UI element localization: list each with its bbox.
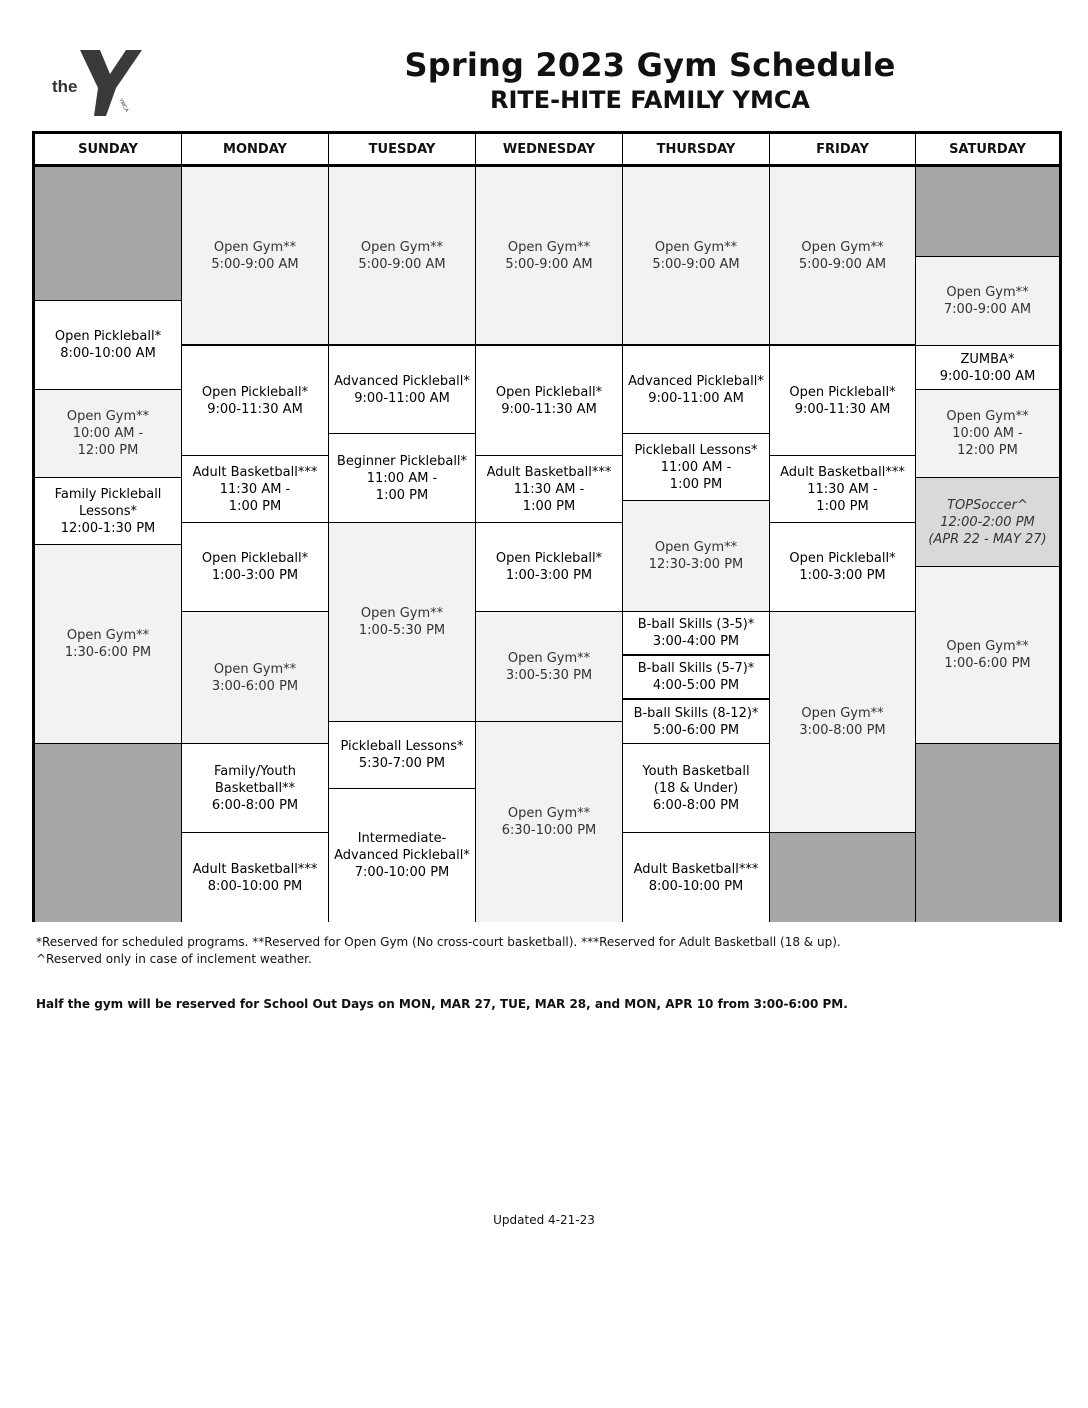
schedule-block: Advanced Pickleball* 9:00-11:00 AM — [329, 346, 475, 434]
footnotes — [36, 934, 841, 968]
schedule-block: Open Gym** 5:00-9:00 AM — [476, 167, 622, 346]
day-header-friday: FRIDAY — [770, 134, 916, 167]
schedule-block: Advanced Pickleball* 9:00-11:00 AM — [623, 346, 769, 434]
schedule-block: Open Gym** 1:00-5:30 PM — [329, 523, 475, 722]
column-wednesday — [476, 167, 623, 919]
schedule-block: ZUMBA* 9:00-10:00 AM — [916, 346, 1059, 390]
column-monday — [182, 167, 329, 919]
schedule-block: Open Pickleball* 1:00-3:00 PM — [476, 523, 622, 612]
schedule-block: Open Pickleball* 9:00-11:30 AM — [476, 346, 622, 456]
ymca-logo — [50, 48, 150, 118]
day-header-wednesday: WEDNESDAY — [476, 134, 623, 167]
schedule-block: B-ball Skills (8-12)* 5:00-6:00 PM — [623, 700, 769, 744]
schedule-block: Open Gym** 10:00 AM - 12:00 PM — [35, 390, 181, 478]
schedule-block: Pickleball Lessons* 11:00 AM - 1:00 PM — [623, 434, 769, 501]
schedule-block: Adult Basketball*** 8:00-10:00 PM — [623, 833, 769, 922]
day-header-saturday: SATURDAY — [916, 134, 1059, 167]
updated-date: Updated 4-21-23 — [493, 1213, 595, 1227]
schedule-block — [770, 833, 915, 922]
schedule-block: Open Gym** 1:00-6:00 PM — [916, 567, 1059, 744]
schedule-block: Open Gym** 6:30-10:00 PM — [476, 722, 622, 922]
schedule-block — [916, 744, 1059, 922]
ymca-y-icon — [50, 48, 150, 118]
schedule-block: B-ball Skills (3-5)* 3:00-4:00 PM — [623, 612, 769, 656]
schedule-block: Open Pickleball* 1:00-3:00 PM — [770, 523, 915, 612]
schedule-block: Open Gym** 7:00-9:00 AM — [916, 257, 1059, 346]
day-header-tuesday: TUESDAY — [329, 134, 476, 167]
schedule-block: Adult Basketball*** 11:30 AM - 1:00 PM — [476, 456, 622, 523]
day-header-sunday: SUNDAY — [35, 134, 182, 167]
column-sunday — [35, 167, 182, 919]
column-saturday — [916, 167, 1059, 919]
schedule-block: Open Gym** 5:00-9:00 AM — [623, 167, 769, 346]
page-title: Spring 2023 Gym Schedule — [404, 46, 896, 84]
schedule-block: Open Gym** 5:00-9:00 AM — [182, 167, 328, 346]
schedule-block: Open Gym** 10:00 AM - 12:00 PM — [916, 390, 1059, 478]
schedule-block: B-ball Skills (5-7)* 4:00-5:00 PM — [623, 656, 769, 700]
schedule-block: Open Gym** 3:00-6:00 PM — [182, 612, 328, 744]
schedule-block: Open Gym** 12:30-3:00 PM — [623, 501, 769, 612]
logo-text: the — [52, 77, 78, 96]
schedule-block: Open Gym** 1:30-6:00 PM — [35, 545, 181, 744]
schedule-block: Open Pickleball* 8:00-10:00 AM — [35, 301, 181, 390]
schedule-table — [32, 131, 1062, 922]
schedule-block: Family/Youth Basketball** 6:00-8:00 PM — [182, 744, 328, 833]
footnote-legend: *Reserved for scheduled programs. **Reserved for Open Gym (No cross-court basketball). ***Reserved for Adult Basketball (18 & up). — [36, 935, 841, 949]
schedule-block: TOPSoccer^ 12:00-2:00 PM (APR 22 - MAY 27) — [916, 478, 1059, 567]
schedule-block: Open Gym** 3:00-5:30 PM — [476, 612, 622, 722]
schedule-block: Adult Basketball*** 8:00-10:00 PM — [182, 833, 328, 922]
schedule-block: Family Pickleball Lessons* 12:00-1:30 PM — [35, 478, 181, 545]
schedule-block: Open Pickleball* 9:00-11:30 AM — [770, 346, 915, 456]
schedule-block — [35, 744, 181, 922]
schedule-block: Adult Basketball*** 11:30 AM - 1:00 PM — [770, 456, 915, 523]
schedule-block: Beginner Pickleball* 11:00 AM - 1:00 PM — [329, 434, 475, 523]
schedule-block: Open Gym** 5:00-9:00 AM — [329, 167, 475, 346]
schedule-block — [916, 167, 1059, 257]
column-thursday — [623, 167, 770, 919]
column-friday — [770, 167, 916, 919]
schedule-block — [35, 167, 181, 301]
schedule-block: Open Gym** 3:00-8:00 PM — [770, 612, 915, 833]
schedule-block: Open Gym** 5:00-9:00 AM — [770, 167, 915, 346]
schedule-block: Adult Basketball*** 11:30 AM - 1:00 PM — [182, 456, 328, 523]
schedule-block: Pickleball Lessons* 5:30-7:00 PM — [329, 722, 475, 789]
schedule-block: Intermediate- Advanced Pickleball* 7:00-10:00 PM — [329, 789, 475, 922]
footnote-weather: ^Reserved only in case of inclement weather. — [36, 952, 312, 966]
logo-small-text: YMCA — [117, 98, 130, 114]
schedule-block: Youth Basketball (18 & Under) 6:00-8:00 PM — [623, 744, 769, 833]
school-out-notice: Half the gym will be reserved for School Out Days on MON, MAR 27, TUE, MAR 28, and MON, APR 10 from 3:00-6:00 PM. — [36, 997, 848, 1011]
schedule-block: Open Pickleball* 9:00-11:30 AM — [182, 346, 328, 456]
column-tuesday — [329, 167, 476, 919]
day-header-monday: MONDAY — [182, 134, 329, 167]
schedule-block: Open Pickleball* 1:00-3:00 PM — [182, 523, 328, 612]
day-header-thursday: THURSDAY — [623, 134, 770, 167]
page-subtitle: RITE-HITE FAMILY YMCA — [489, 86, 811, 114]
